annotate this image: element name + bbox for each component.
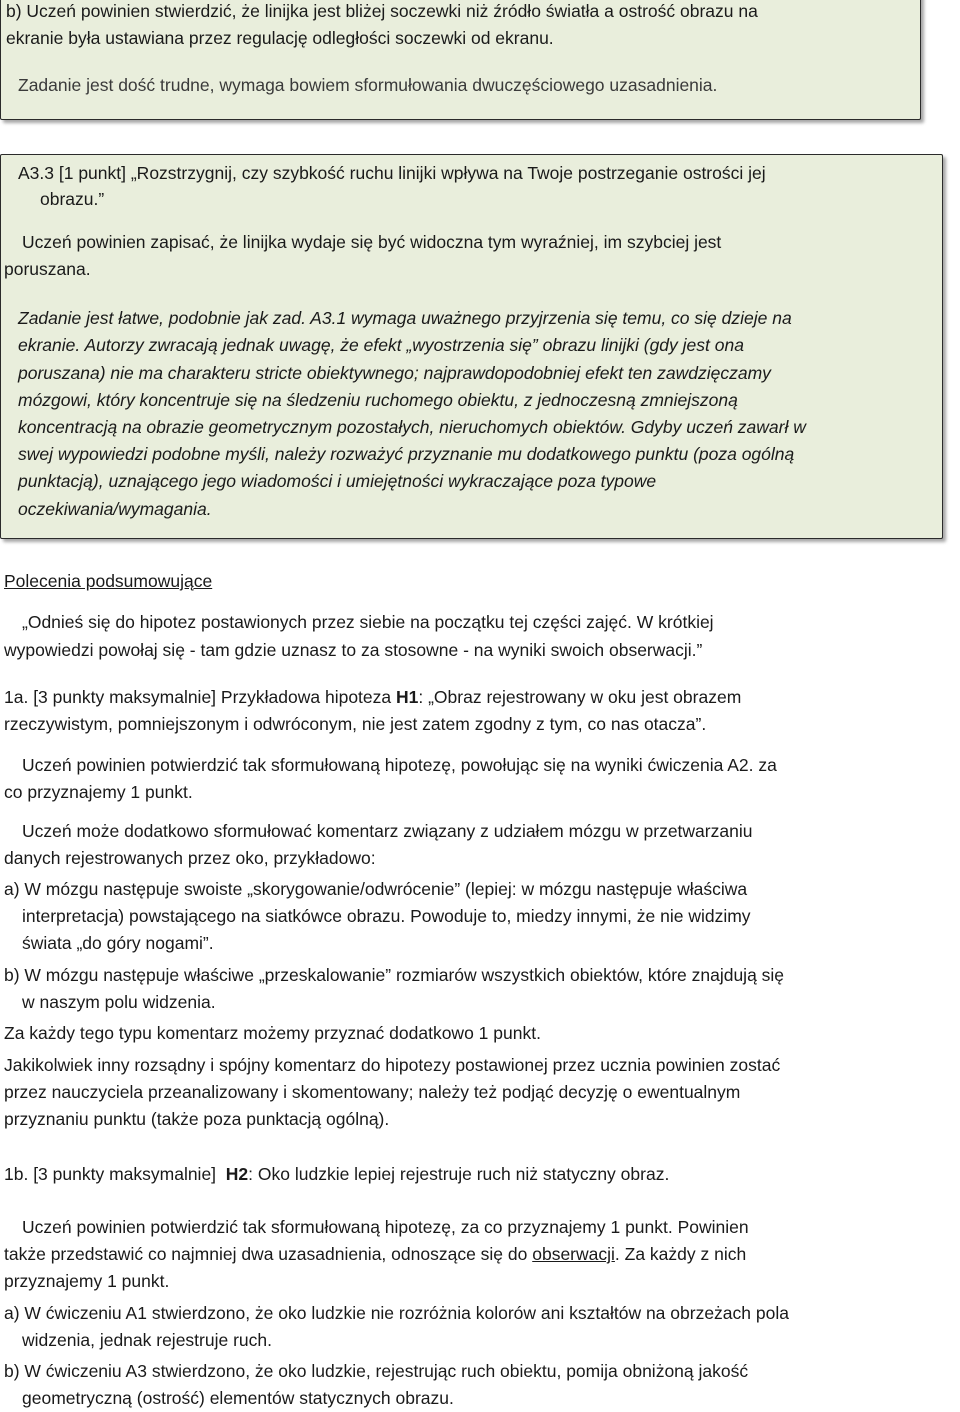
h2-point-a: a) W ćwiczeniu A1 stwierdzono, że oko ludzkie nie rozróżnia kolorów ani kształtów na obrzeżach pola (4, 1303, 789, 1323)
answer-b-line: b) Uczeń powinien stwierdzić, że linijka jest bliżej soczewki niż źródło światła a ostrość obrazu na (6, 1, 758, 21)
h1-confirm: Uczeń powinien potwierdzić tak sformułowaną hipotezę, powołując się na wyniki ćwiczenia A2. za (22, 755, 777, 775)
hypothesis-h1: 1a. [3 punkty maksymalnie] Przykładowa hipoteza H1: „Obraz rejestrowany w oku jest obrazem (4, 687, 742, 707)
h1-other: przez nauczyciela przeanalizowany i skomentowany; należy też podjąć decyzję o ewentualnym (4, 1082, 741, 1102)
expected-answer: poruszana. (4, 259, 91, 279)
h2-point-b: b) W ćwiczeniu A3 stwierdzono, że oko ludzkie, rejestrując ruch obiektu, pomija obniżoną jakość (4, 1361, 749, 1381)
h2-point-b: geometryczną (ostrość) elementów statycznych obrazu. (22, 1388, 454, 1408)
h2-confirm: także przedstawić co najmniej dwa uzasadnienia, odnoszące się do obserwacji. Za każdy z nich (4, 1244, 747, 1264)
comment-line: mózgowi, który koncentruje się na śledzeniu ruchomego obiektu, z jednoczesną zmniejszoną (18, 390, 738, 410)
h1-point-b: w naszym polu widzenia. (22, 992, 216, 1012)
h1-point-a: interpretacja) powstającego na siatkówce obrazu. Powoduje to, miedzy innymi, że nie widzimy (22, 906, 751, 926)
task-a3-3-title: obrazu.” (40, 189, 105, 209)
comment-line: punktacją), uznającego jego wiadomości i umiejętności wykraczające poza typowe (18, 471, 657, 491)
intro-quote: „Odnieś się do hipotez postawionych przez siebie na początku tej części zajęć. W krótkiej (22, 612, 714, 632)
difficulty-note: Zadanie jest dość trudne, wymaga bowiem sformułowania dwuczęściowego uzasadnienia. (18, 75, 718, 95)
h1-each-comment: Za każdy tego typu komentarz możemy przyznać dodatkowo 1 punkt. (4, 1023, 541, 1043)
section-heading: Polecenia podsumowujące (4, 571, 213, 591)
intro-quote: wypowiedzi powołaj się - tam gdzie uznasz to za stosowne - na wyniki swoich obserwacji.” (4, 640, 703, 660)
h1-extra: danych rejestrowanych przez oko, przykładowo: (4, 848, 376, 868)
h1-extra: Uczeń może dodatkowo sformułować komentarz związany z udziałem mózgu w przetwarzaniu (22, 821, 753, 841)
task-a3-3-title: A3.3 [1 punkt] „Rozstrzygnij, czy szybkość ruchu linijki wpływa na Twoje postrzeganie ostrości jej (18, 163, 766, 183)
h1-point-b: b) W mózgu następuje właściwe „przeskalowanie” rozmiarów wszystkich obiektów, które znajdują się (4, 965, 785, 985)
hypothesis-h1: rzeczywistym, pomniejszonym i odwróconym, nie jest zatem zgodny z tym, co nas otacza”. (4, 714, 707, 734)
hypothesis-h2: 1b. [3 punkty maksymalnie] H2: Oko ludzkie lepiej rejestruje ruch niż statyczny obraz. (4, 1164, 670, 1184)
h1-confirm: co przyznajemy 1 punkt. (4, 782, 193, 802)
h1-point-a: a) W mózgu następuje swoiste „skorygowanie/odwrócenie” (lepiej: w mózgu następuje właściwa (4, 879, 748, 899)
expected-answer: Uczeń powinien zapisać, że linijka wydaje się być widoczna tym wyraźniej, im szybciej jest (22, 232, 722, 252)
comment-line: poruszana) nie ma charakteru stricte obiektywnego; najprawdopodobniej efekt ten zawdzięczamy (18, 363, 771, 383)
h1-other: Jakikolwiek inny rozsądny i spójny komentarz do hipotezy postawionej przez ucznia powinien zostać (4, 1055, 781, 1075)
comment-line: oczekiwania/wymagania. (18, 499, 212, 519)
h1-other: przyznaniu punktu (także poza punktacją ogólną). (4, 1109, 390, 1129)
h2-confirm: przyznajemy 1 punkt. (4, 1271, 170, 1291)
h2-confirm: Uczeń powinien potwierdzić tak sformułowaną hipotezę, za co przyznajemy 1 punkt. Powinien (22, 1217, 749, 1237)
comment-line: swej wypowiedzi podobne myśli, należy rozważyć przyznanie mu dodatkowego punktu (poza ogólną (18, 444, 795, 464)
comment-line: koncentracją na obrazie geometrycznym pozostałych, nieruchomych obiektów. Gdyby uczeń zawarł w (18, 417, 806, 437)
h2-point-a: widzenia, jednak rejestruje ruch. (22, 1330, 272, 1350)
comment-line: Zadanie jest łatwe, podobnie jak zad. A3.1 wymaga uważnego przyjrzenia się temu, co się dzieje na (18, 308, 792, 328)
h1-point-a: świata „do góry nogami”. (22, 933, 214, 953)
comment-line: ekranie. Autorzy zwracają jednak uwagę, że efekt „wyostrzenia się” obrazu linijki (gdy jest ona (18, 335, 744, 355)
answer-b-line: ekranie była ustawiana przez regulację odległości soczewki od ekranu. (6, 28, 554, 48)
